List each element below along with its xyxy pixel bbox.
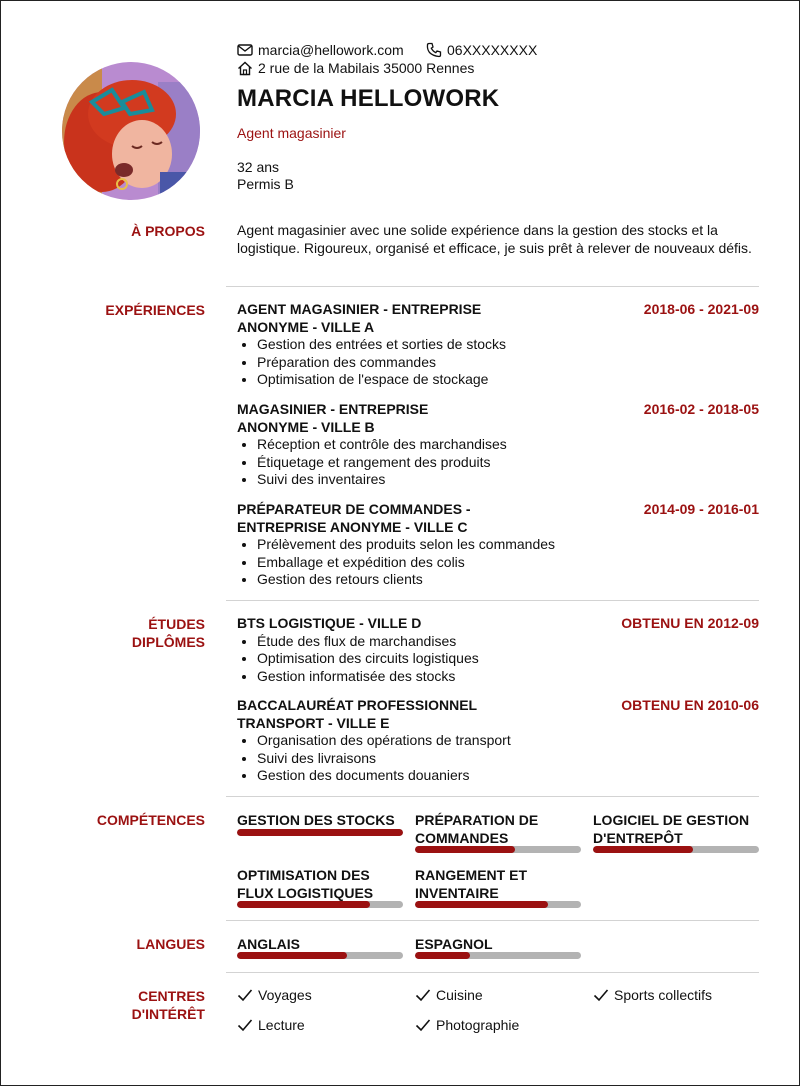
language-level-fill	[237, 952, 347, 959]
skill-level-fill	[415, 901, 548, 908]
skill-item	[593, 811, 759, 847]
list-item: • Organisation des opérations de transport	[257, 732, 759, 750]
skill-level-fill	[415, 846, 515, 853]
language-label: ESPAGNOL	[415, 936, 493, 952]
experience-entry	[237, 301, 759, 389]
avatar	[62, 62, 200, 200]
list-item: • Emballage et expédition des colis	[257, 554, 759, 572]
skill-label: RANGEMENT ET INVENTAIRE	[415, 867, 527, 901]
divider	[226, 796, 759, 797]
home-icon	[237, 61, 253, 76]
interest-label: Lecture	[258, 1017, 305, 1033]
check-icon	[415, 1018, 431, 1032]
divider	[226, 920, 759, 921]
experience-entry	[237, 401, 759, 489]
list-item: • Gestion des entrées et sorties de stocks	[257, 336, 759, 354]
skill-label: PRÉPARATION DE COMMANDES	[415, 812, 539, 846]
education-dates: OBTENU EN 2012-09	[621, 615, 759, 631]
skill-item	[415, 811, 581, 847]
experience-dates: 2018-06 - 2021-09	[643, 301, 759, 317]
interest-label: Photographie	[436, 1017, 520, 1033]
experience-tasks	[237, 536, 759, 589]
education-entry	[237, 615, 759, 685]
address-line	[237, 60, 474, 76]
languages-section-title: LANGUES	[136, 936, 205, 952]
interest-item	[415, 987, 483, 1003]
language-item	[415, 935, 581, 953]
skills-section-title: COMPÉTENCES	[96, 812, 205, 828]
phone-line	[426, 42, 537, 58]
skill-label: GESTION DES STOCKS	[237, 812, 395, 828]
list-item: • Suivi des inventaires	[257, 471, 759, 489]
skill-level-fill	[237, 829, 403, 836]
list-item: • Étiquetage et rangement des produits	[257, 454, 759, 472]
interest-label: Sports collectifs	[614, 987, 713, 1003]
interests-section-title	[25, 987, 205, 1023]
skill-level-bar	[237, 901, 403, 908]
language-label: ANGLAIS	[237, 936, 300, 952]
list-item: • Optimisation des circuits logistiques	[257, 650, 759, 668]
list-item: • Réception et contrôle des marchandises	[257, 436, 759, 454]
age: 32 ans	[237, 159, 280, 175]
education-title: BACCALAURÉAT PROFESSIONNEL TRANSPORT - VILLE E	[237, 697, 477, 731]
skill-level-fill	[593, 846, 693, 853]
experience-dates: 2014-09 - 2016-01	[643, 501, 759, 517]
skill-level-bar	[593, 846, 759, 853]
language-level-bar	[415, 952, 581, 959]
list-item: • Étude des flux de marchandises	[257, 633, 759, 651]
education-section-title	[25, 615, 205, 651]
skill-label: LOGICIEL DE GESTION D'ENTREPÔT	[593, 812, 750, 846]
interest-label: Cuisine	[436, 987, 483, 1003]
interests-title-line: D'INTÉRÊT	[131, 1006, 205, 1022]
interest-item	[593, 987, 712, 1003]
email-line	[237, 42, 404, 58]
interest-label: Voyages	[258, 987, 312, 1003]
language-level-fill	[415, 952, 470, 959]
experience-title: MAGASINIER - ENTREPRISE ANONYME - VILLE B	[237, 401, 429, 435]
language-item	[237, 935, 403, 953]
interest-item	[237, 987, 312, 1003]
interests-title-line: CENTRES	[138, 988, 205, 1004]
interest-item	[415, 1017, 519, 1033]
driving-license: Permis B	[237, 176, 294, 192]
list-item: • Suivi des livraisons	[257, 750, 759, 768]
divider	[226, 286, 759, 287]
education-entry	[237, 697, 759, 785]
phone-icon	[426, 42, 442, 58]
check-icon	[237, 1018, 253, 1032]
list-item: • Gestion informatisée des stocks	[257, 668, 759, 686]
check-icon	[593, 988, 609, 1002]
mail-icon	[237, 43, 253, 57]
candidate-name: MARCIA HELLOWORK	[237, 85, 500, 112]
list-item: • Gestion des retours clients	[257, 571, 759, 589]
education-topics	[237, 732, 759, 785]
experience-tasks	[237, 336, 759, 389]
list-item: • Optimisation de l'espace de stockage	[257, 371, 759, 389]
experiences-section-title: EXPÉRIENCES	[105, 302, 205, 318]
experience-tasks	[237, 436, 759, 489]
list-item: • Préparation des commandes	[257, 354, 759, 372]
skill-level-bar	[415, 846, 581, 853]
list-item: • Prélèvement des produits selon les commandes	[257, 536, 759, 554]
skill-label: OPTIMISATION DES FLUX LOGISTIQUES	[237, 867, 374, 901]
skill-level-bar	[415, 901, 581, 908]
phone-text: 06XXXXXXXX	[447, 42, 538, 58]
about-section-title: À PROPOS	[131, 223, 205, 239]
interest-item	[237, 1017, 305, 1033]
education-dates: OBTENU EN 2010-06	[621, 697, 759, 713]
skill-item	[237, 811, 403, 829]
about-text: Agent magasinier avec une solide expérience dans la gestion des stocks et la logistique. Rigoureux, organisé et efficace, je suis prêt à relever de nouveaux défis.	[237, 222, 752, 256]
experience-entry	[237, 501, 759, 589]
experience-title: AGENT MAGASINIER - ENTREPRISE ANONYME - VILLE A	[237, 301, 482, 335]
skill-level-fill	[237, 901, 370, 908]
education-title-line: DIPLÔMES	[131, 634, 205, 650]
experience-title: PRÉPARATEUR DE COMMANDES - ENTREPRISE ANONYME - VILLE C	[237, 501, 471, 535]
skill-item	[237, 866, 403, 902]
education-title: BTS LOGISTIQUE - VILLE D	[237, 615, 422, 631]
skill-level-bar	[237, 829, 403, 836]
email-text: marcia@hellowork.com	[258, 42, 404, 58]
education-topics	[237, 633, 759, 686]
job-title: Agent magasinier	[237, 125, 346, 141]
language-level-bar	[237, 952, 403, 959]
divider	[226, 600, 759, 601]
check-icon	[415, 988, 431, 1002]
address-text: 2 rue de la Mabilais 35000 Rennes	[258, 60, 475, 76]
skill-item	[415, 866, 581, 902]
divider	[226, 972, 759, 973]
list-item: • Gestion des documents douaniers	[257, 767, 759, 785]
experience-dates: 2016-02 - 2018-05	[643, 401, 759, 417]
education-title-line: ÉTUDES	[148, 616, 205, 632]
check-icon	[237, 988, 253, 1002]
